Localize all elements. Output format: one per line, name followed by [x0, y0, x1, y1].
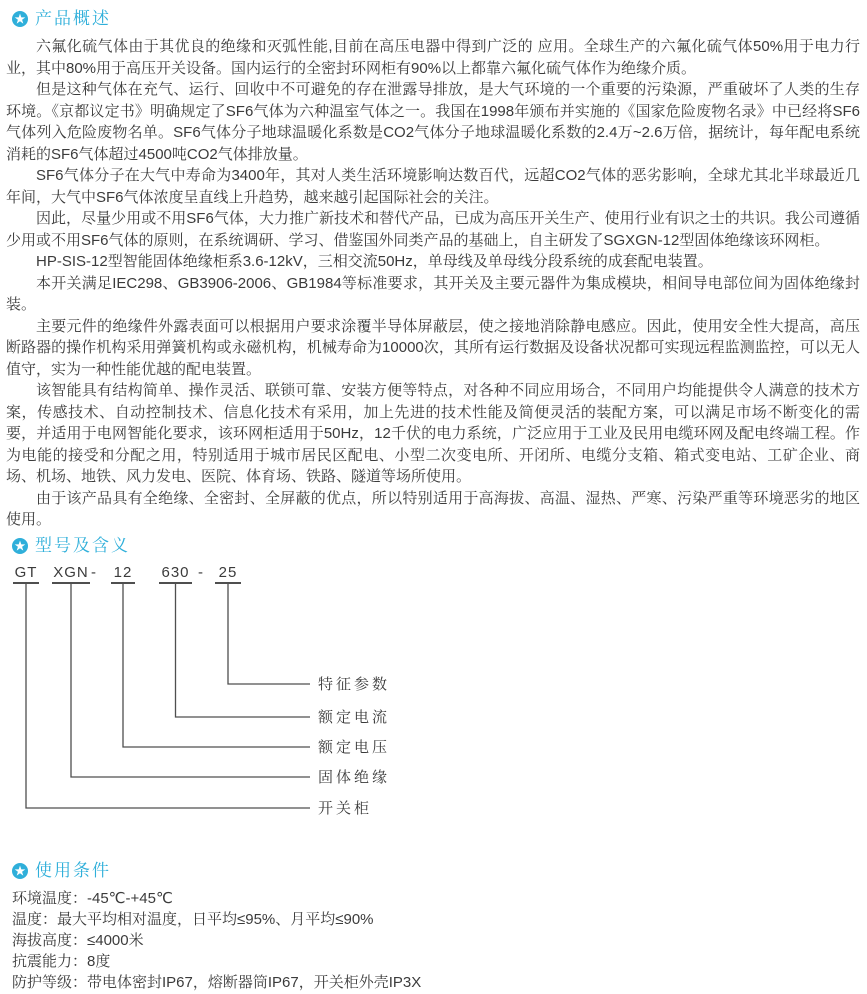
- condition-item-relative-humidity: 温度：最大平均相对温度，日平均≤95%、月平均≤90%: [12, 910, 374, 928]
- overview-section-title: 产品概述: [35, 9, 111, 28]
- model-code-dash: -: [91, 564, 97, 581]
- model-code-switchgear: GT: [13, 564, 39, 584]
- model-code-dash: -: [198, 564, 204, 581]
- model-label-rated-current: 额定电流: [318, 709, 391, 726]
- model-diagram-connector-lines: [0, 584, 867, 820]
- model-label-solid-insulation: 固体绝缘: [318, 769, 391, 786]
- overview-paragraph: HP-SIS-12型智能固体绝缘柜系3.6-12kV，三相交流50Hz，单母线及单母线分段系统的成套配电装置。: [36, 253, 713, 270]
- overview-paragraph: 六氟化硫气体由于其优良的绝缘和灭弧性能,目前在高压电器中得到广泛的 应用。全球生产的六氟化硫气体50%用于电力行业，其中80%用于高压开关设备。国内运行的全密封环网柜有90%以上都靠六氟化硫气体作为绝缘介质。: [6, 38, 860, 77]
- condition-item-altitude: 海拔高度：≤4000米: [12, 931, 144, 949]
- condition-item-ambient-temperature: 环境温度：-45℃-+45℃: [12, 890, 173, 907]
- overview-paragraph: 主要元件的绝缘件外露表面可以根据用户要求涂覆半导体屏蔽层，使之接地消除静电感应。因此，使用安全性大提高，高压断路器的操作机构采用弹簧机构或永磁机构，机械寿命为10000次，其所有运行数据及设备状况都可实现远程监测监控，可以无人值守，实为一种性能优越的配电装置。: [6, 317, 860, 378]
- conditions-section-header: [12, 862, 111, 880]
- condition-item-protection-degree: 防护等级：带电体密封IP67，熔断器筒IP67，开关柜外壳IP3X: [12, 973, 422, 991]
- model-label-switchgear: 开关柜: [318, 800, 373, 817]
- overview-paragraph: 但是这种气体在充气、运行、回收中不可避免的存在泄露导排放，是大气环境的一个重要的污染源，严重破坏了人类的生存环境。《京都议定书》明确规定了SF6气体为六种温室气体之一。我国在1998年颁布并实施的《国家危险废物名录》中已经将SF6气体列入危险废物名单。SF6气体分子地球温暖化系数是CO2气体分子地球温暖化系数的2.4万~2.6万倍，据统计，每年配电系统消耗的SF6气体超过4500吨CO2气体排放量。: [6, 81, 860, 163]
- model-code-characteristic: 25: [215, 564, 241, 584]
- overview-text: [6, 36, 860, 531]
- model-label-characteristic: 特征参数: [318, 676, 391, 693]
- overview-paragraph: 由于该产品具有全绝缘、全密封、全屏蔽的优点，所以特别适用于高海拔、高温、湿热、严寒、污染严重等环境恶劣的地区使用。: [6, 489, 860, 528]
- model-code-rated-voltage: 12: [111, 564, 135, 584]
- overview-section-header: [12, 10, 111, 28]
- model-section-title: 型号及含义: [35, 536, 130, 555]
- overview-paragraph: 本开关满足IEC298、GB3906-2006、GB1984等标准要求，其开关及主要元器件为集成模块，相间导电部位间为固体绝缘封装。: [6, 274, 860, 313]
- model-code-rated-current: 630: [159, 564, 192, 584]
- model-section-header: [12, 537, 130, 555]
- overview-paragraph: 因此，尽量少用或不用SF6气体，大力推广新技术和替代产品，已成为高压开关生产、使用行业有识之士的共识。我公司遵循少用或不用SF6气体的原则，在系统调研、学习、借鉴国外同类产品的基础上，自主研发了SGXGN-12型固体绝缘该环网柜。: [6, 210, 860, 249]
- condition-item-seismic: 抗震能力：8度: [12, 952, 111, 970]
- star-badge-icon: [12, 11, 28, 27]
- overview-paragraph: 该智能具有结构简单、操作灵活、联锁可靠、安装方便等特点，对各种不同应用场合，不同用户均能提供令人满意的技术方案，传感技术、自动控制技术、信息化技术有采用，加上先进的技术性能及简便灵活的装配方案，可以满足市场不断变化的需要，并适用于电网智能化要求，该环网柜适用于50Hz，12千伏的电力系统，广泛应用于工业及民用电缆环网及配电终端工程。作为电能的接受和分配之用，特别适用于城市居民区配电、小型二次变电所、开闭所、电缆分支箱、箱式变电站、工矿企业、商场、机场、地铁、风力发电、医院、体育场、铁路、隧道等场所使用。: [6, 382, 860, 485]
- model-label-rated-voltage: 额定电压: [318, 739, 391, 756]
- overview-paragraph: SF6气体分子在大气中寿命为3400年，其对人类生活环境影响达数百代，远超CO2气体的恶劣影响，全球尤其北半球最近几年间，大气中SF6气体浓度呈直线上升趋势，越来越引起国际社会的关注。: [6, 167, 860, 206]
- model-code-solid-insulation: XGN: [52, 564, 90, 584]
- conditions-section-title: 使用条件: [35, 861, 111, 880]
- star-badge-icon: [12, 538, 28, 554]
- star-badge-icon: [12, 863, 28, 879]
- conditions-list: [12, 889, 852, 994]
